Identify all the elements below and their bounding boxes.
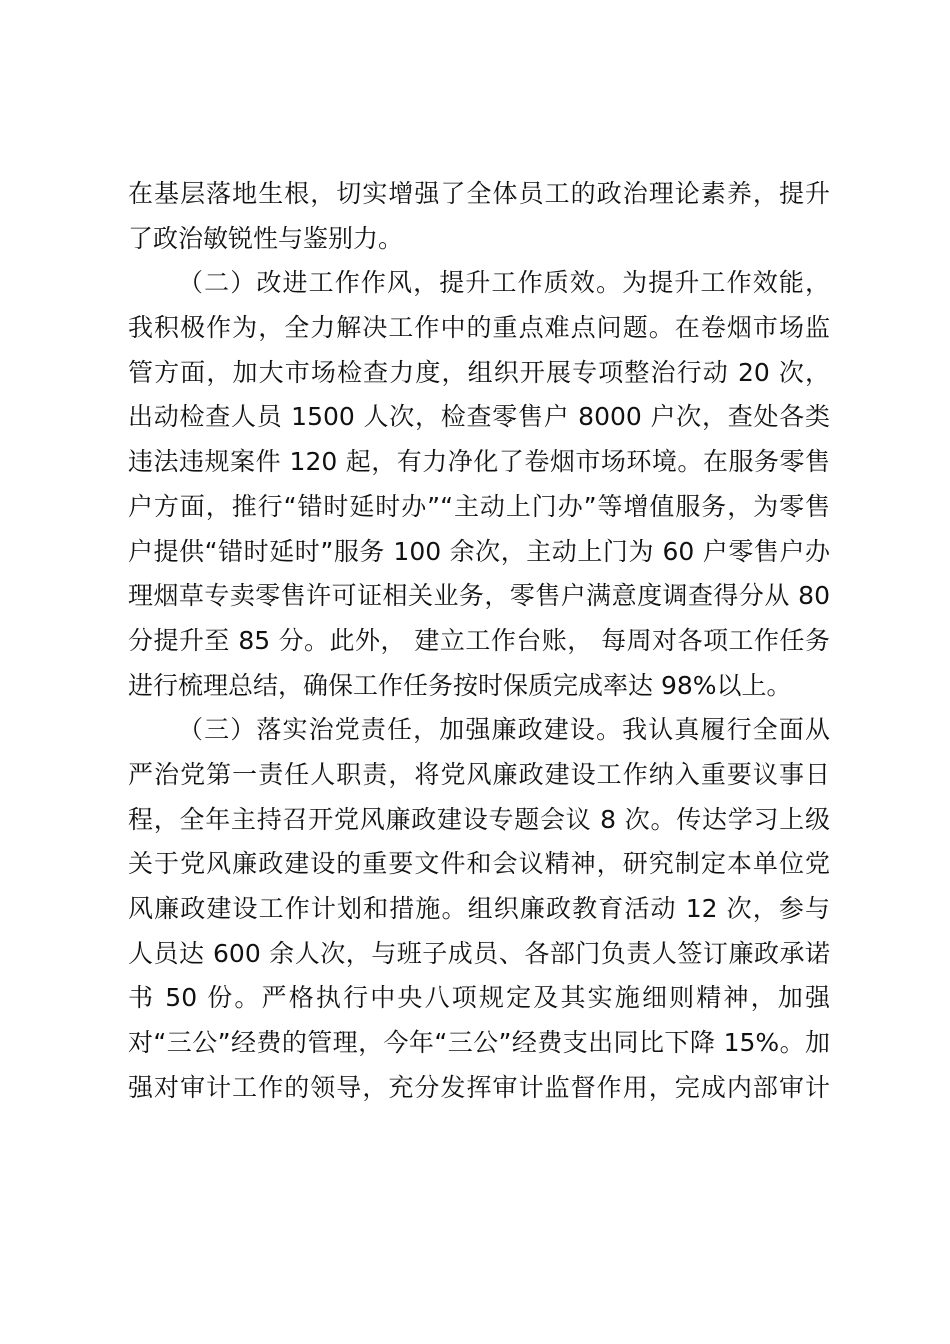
- paragraph-line: 户方面，推行“错时延时办”“主动上门办”等增值服务，为零售: [128, 491, 830, 521]
- paragraph-line: 进行梳理总结，确保工作任务按时保质完成率达 98%以上。: [128, 670, 792, 700]
- paragraph-line: 管方面，加大市场检查力度，组织开展专项整治行动 20 次，: [128, 357, 830, 387]
- paragraph-line: 强对审计工作的领导，充分发挥审计监督作用，完成内部审计: [128, 1072, 830, 1102]
- paragraph-line: 人员达 600 余人次，与班子成员、各部门负责人签订廉政承诺: [128, 938, 830, 968]
- paragraph-line: 了政治敏锐性与鉴别力。: [128, 223, 404, 253]
- paragraph-line: 违法违规案件 120 起，有力净化了卷烟市场环境。在服务零售: [128, 447, 830, 477]
- document-body: [128, 172, 830, 1110]
- paragraph-line: 风廉政建设工作计划和措施。组织廉政教育活动 12 次，参与: [128, 894, 830, 923]
- paragraph-line: 户提供“错时延时”服务 100 余次，主动上门为 60 户零售户办: [128, 536, 830, 566]
- paragraph-line: 严治党第一责任人职责，将党风廉政建设工作纳入重要议事日: [128, 759, 830, 789]
- paragraph-3: [128, 708, 830, 1110]
- paragraph-2: [128, 261, 830, 708]
- paragraph-line: 理烟草专卖零售许可证相关业务，零售户满意度调查得分从 80: [128, 581, 830, 611]
- paragraph-line: 分提升至 85 分。此外， 建立工作台账， 每周对各项工作任务: [128, 625, 830, 655]
- paragraph-line: 对“三公”经费的管理，今年“三公”经费支出同比下降 15%。加: [128, 1028, 830, 1058]
- paragraph-line: 我积极作为，全力解决工作中的重点难点问题。在卷烟市场监: [128, 313, 830, 343]
- paragraph-line: 关于党风廉政建设的重要文件和会议精神，研究制定本单位党: [128, 849, 830, 879]
- paragraph-line: 在基层落地生根，切实增强了全体员工的政治理论素养，提升: [128, 179, 830, 208]
- paragraph-line: 出动检查人员 1500 人次，检查零售户 8000 户次，查处各类: [128, 402, 830, 432]
- paragraph-line: 程，全年主持召开党风廉政建设专题会议 8 次。传达学习上级: [128, 804, 830, 834]
- paragraph-line: （三）落实治党责任，加强廉政建设。我认真履行全面从: [178, 715, 830, 745]
- paragraph-1: [128, 172, 830, 261]
- paragraph-line: （二）改进工作作风，提升工作质效。为提升工作效能，: [178, 268, 830, 298]
- paragraph-line: 书 50 份。严格执行中央八项规定及其实施细则精神，加强: [128, 983, 830, 1013]
